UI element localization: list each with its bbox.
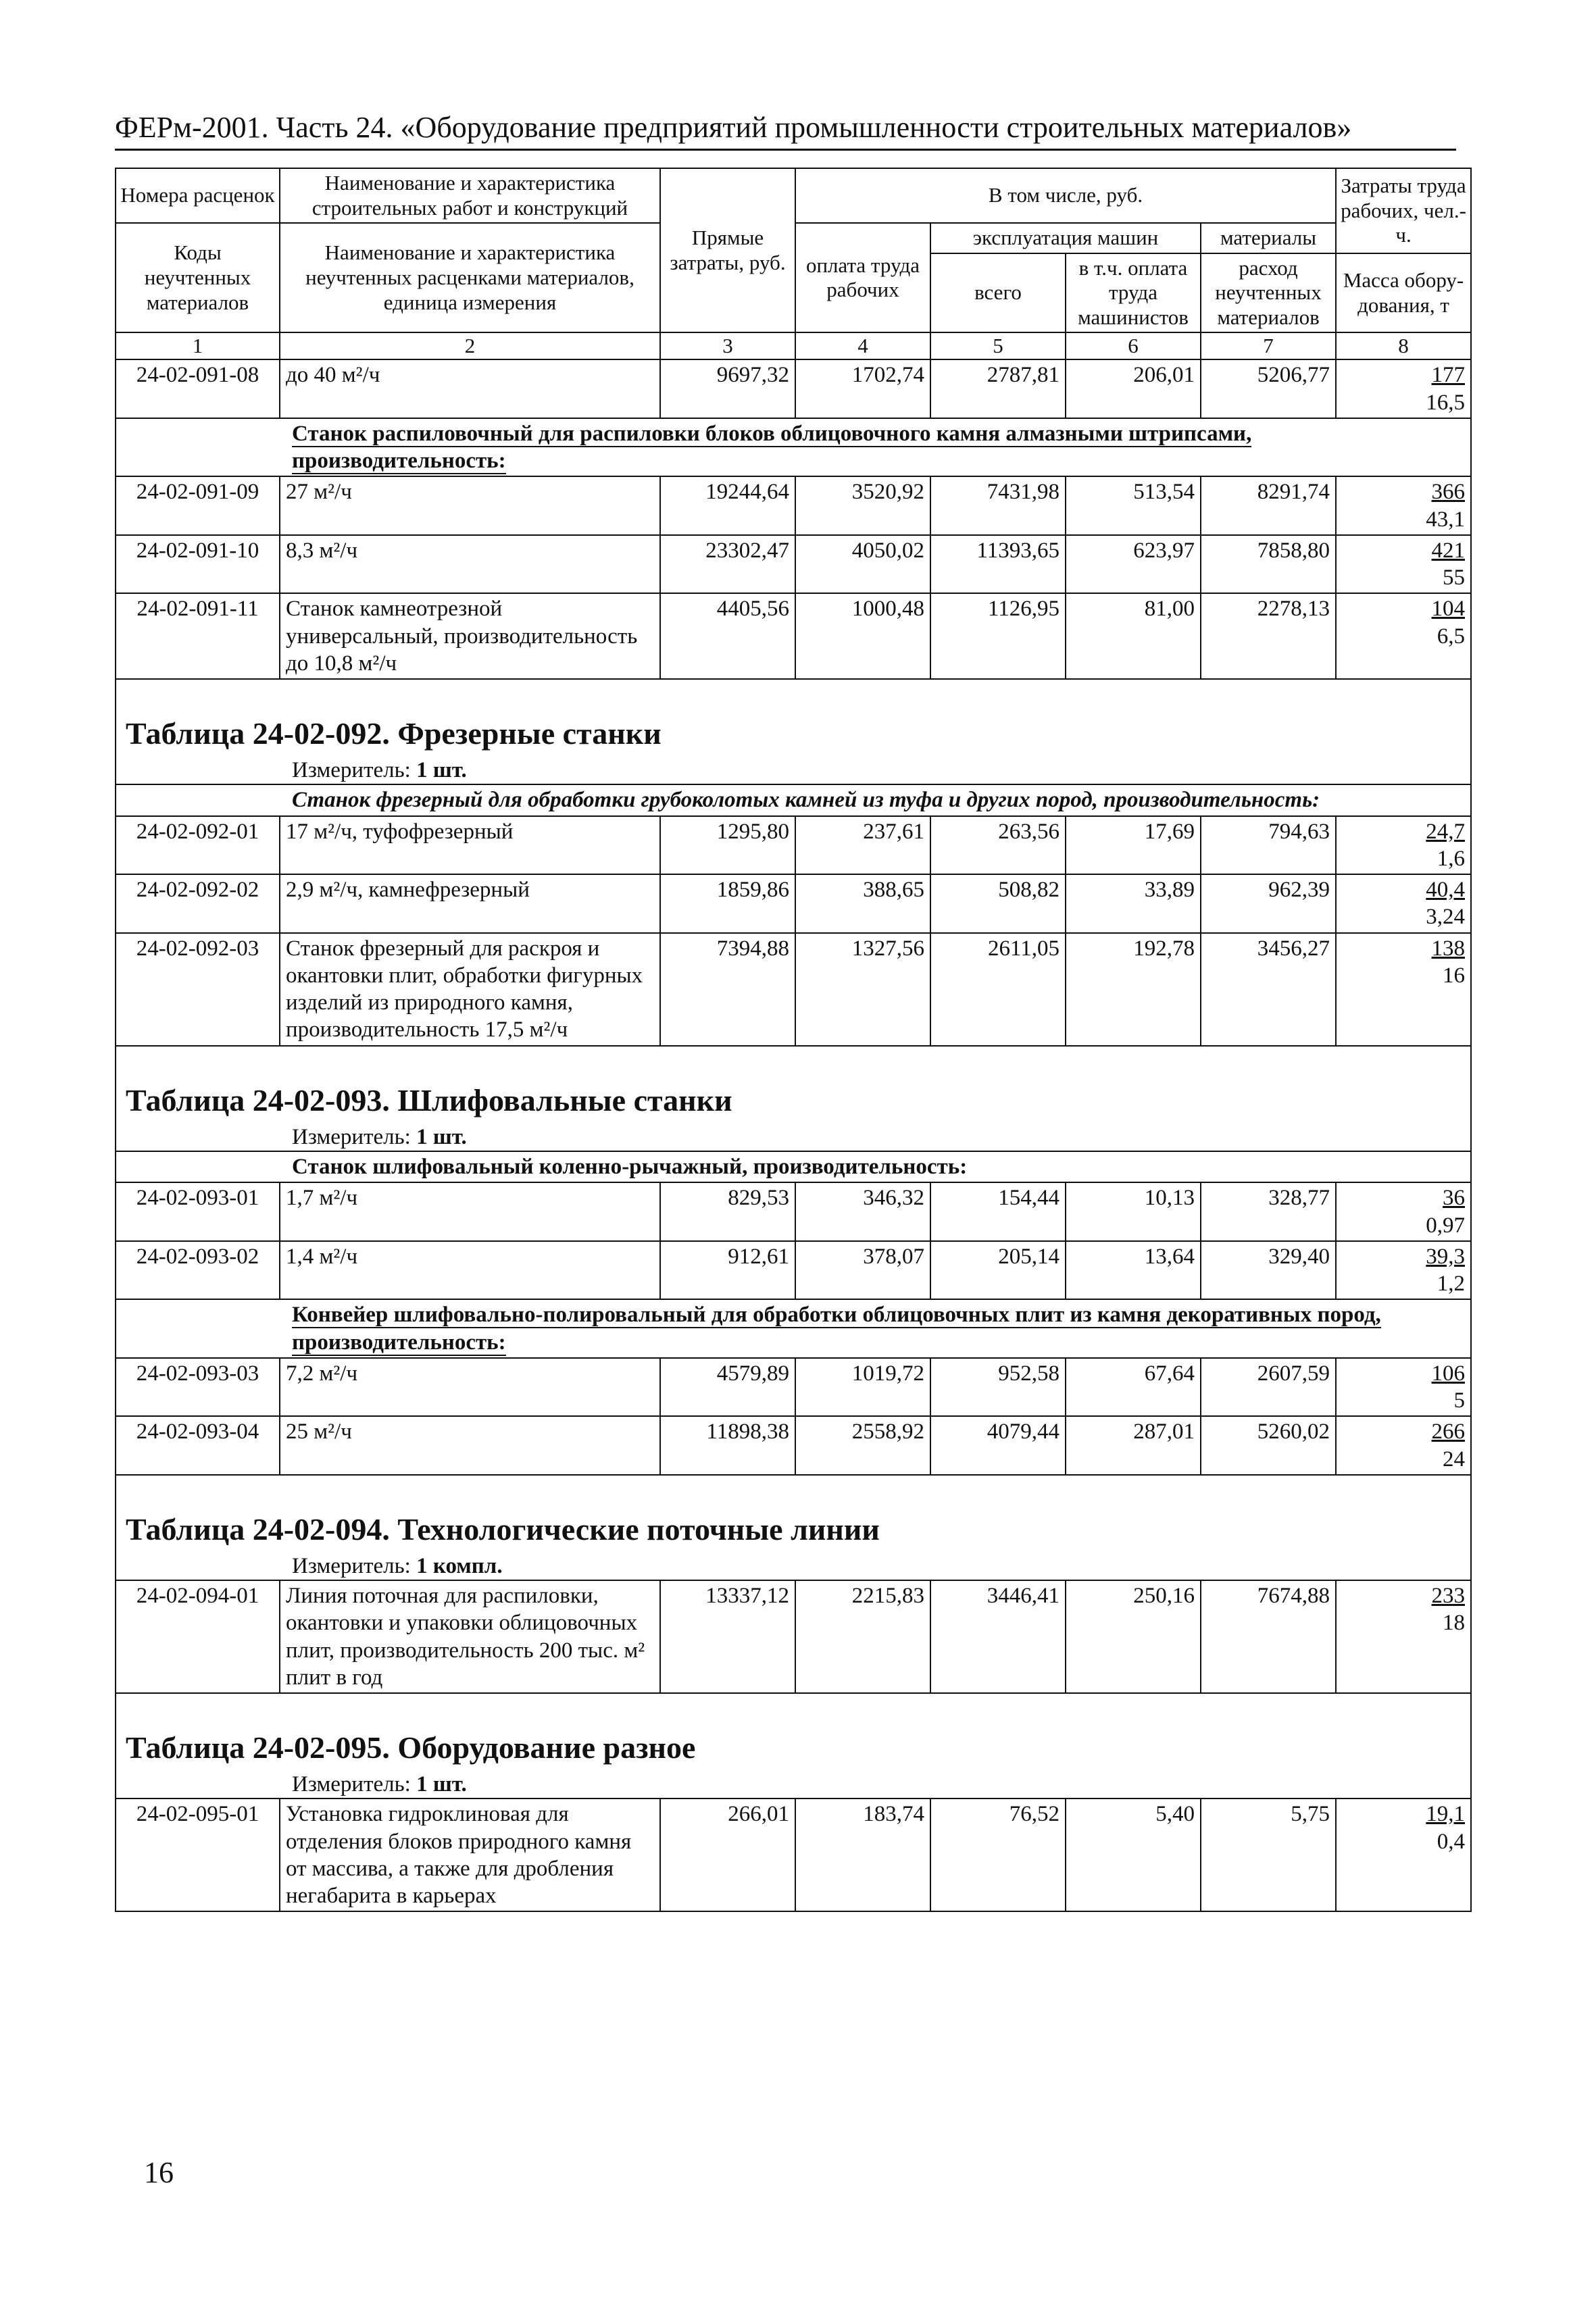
unit-row <box>116 1551 1471 1580</box>
table-row <box>116 933 1471 1046</box>
table-row <box>116 593 1471 679</box>
group-heading: Конвейер шлифовально-полировальный для обработки облицовочных плит из камня декоративных пород, производительность: <box>292 1303 1381 1355</box>
equipment-mass: 0,97 <box>1426 1213 1466 1238</box>
table-row <box>116 1580 1471 1693</box>
col-header-6: в т.ч. оплата труда машинистов <box>1066 253 1201 333</box>
table-row <box>116 1182 1471 1241</box>
rates-table <box>115 168 1472 1912</box>
equipment-mass: 0,4 <box>1437 1829 1466 1854</box>
col-header-materials: материалы <box>1201 223 1336 253</box>
table-row <box>116 359 1471 418</box>
direct-costs: 912,61 <box>660 1241 795 1300</box>
direct-costs: 19244,64 <box>660 476 795 535</box>
column-number: 5 <box>930 332 1066 359</box>
header-row-1 <box>116 168 1471 223</box>
col-header-3: Прямые затраты, руб. <box>660 168 795 332</box>
direct-costs: 1295,80 <box>660 816 795 875</box>
materials-costs: 5,75 <box>1201 1799 1336 1911</box>
rate-code: 24-02-091-08 <box>116 359 280 418</box>
direct-costs: 9697,32 <box>660 359 795 418</box>
table-gap <box>116 679 1471 705</box>
page-header: ФЕРм-2001. Часть 24. «Оборудование предприятий промышленности строительных материалов» <box>115 110 1456 151</box>
group-heading-row <box>116 1299 1471 1358</box>
table-gap <box>116 1475 1471 1501</box>
work-name: 7,2 м²/ч <box>280 1358 660 1417</box>
machine-costs: 1126,95 <box>930 593 1066 679</box>
operator-wages: 287,01 <box>1066 1416 1201 1475</box>
materials-costs: 5206,77 <box>1201 359 1336 418</box>
unit-row <box>116 1769 1471 1799</box>
labor-mass-cell <box>1336 1580 1471 1693</box>
labor-costs: 39,3 <box>1426 1244 1466 1269</box>
column-number: 1 <box>116 332 280 359</box>
table-title: Таблица 24-02-093. Шлифовальные станки <box>116 1072 1471 1122</box>
rate-code: 24-02-094-01 <box>116 1580 280 1693</box>
col-header-2-top: Наименование и характеристика строительных работ и конструкций <box>280 168 660 223</box>
table-title: Таблица 24-02-094. Технологические поточные линии <box>116 1501 1471 1551</box>
worker-wages: 3520,92 <box>795 476 930 535</box>
labor-mass-cell <box>1336 816 1471 875</box>
machine-costs: 7431,98 <box>930 476 1066 535</box>
labor-costs: 266 <box>1431 1419 1466 1444</box>
group-heading: Станок шлифовальный коленно-рычажный, производительность: <box>292 1155 968 1179</box>
rate-code: 24-02-091-11 <box>116 593 280 679</box>
operator-wages: 623,97 <box>1066 535 1201 594</box>
work-name: 2,9 м²/ч, камнефрезерный <box>280 874 660 933</box>
rate-code: 24-02-093-02 <box>116 1241 280 1300</box>
unit-label: Измеритель: <box>292 758 411 783</box>
materials-costs: 8291,74 <box>1201 476 1336 535</box>
operator-wages: 13,64 <box>1066 1241 1201 1300</box>
direct-costs: 23302,47 <box>660 535 795 594</box>
group-heading-row <box>116 1151 1471 1182</box>
equipment-mass: 43,1 <box>1426 507 1466 532</box>
labor-costs: 421 <box>1431 538 1466 563</box>
table-title: Таблица 24-02-092. Фрезерные станки <box>116 705 1471 755</box>
col-header-5: всего <box>930 253 1066 333</box>
table-title: Таблица 24-02-095. Оборудование разное <box>116 1719 1471 1769</box>
column-number: 7 <box>1201 332 1336 359</box>
labor-mass-cell <box>1336 359 1471 418</box>
machine-costs: 508,82 <box>930 874 1066 933</box>
rate-code: 24-02-093-03 <box>116 1358 280 1417</box>
work-name: 17 м²/ч, туфофрезерный <box>280 816 660 875</box>
materials-costs: 962,39 <box>1201 874 1336 933</box>
work-name: до 40 м²/ч <box>280 359 660 418</box>
table-row <box>116 476 1471 535</box>
worker-wages: 346,32 <box>795 1182 930 1241</box>
group-heading-row <box>116 784 1471 815</box>
equipment-mass: 6,5 <box>1437 624 1466 649</box>
table-row <box>116 816 1471 875</box>
machine-costs: 205,14 <box>930 1241 1066 1300</box>
table-title-row <box>116 1072 1471 1122</box>
equipment-mass: 18 <box>1443 1611 1466 1636</box>
rate-code: 24-02-092-01 <box>116 816 280 875</box>
operator-wages: 67,64 <box>1066 1358 1201 1417</box>
labor-mass-cell <box>1336 1182 1471 1241</box>
labor-mass-cell <box>1336 1416 1471 1475</box>
column-number: 8 <box>1336 332 1471 359</box>
work-name: Линия поточная для распиловки, окантовки и упаковки облицовочных плит, производительность 200 тыс. м² плит в год <box>280 1580 660 1693</box>
column-number: 2 <box>280 332 660 359</box>
table-row <box>116 535 1471 594</box>
equipment-mass: 24 <box>1443 1447 1466 1472</box>
worker-wages: 2558,92 <box>795 1416 930 1475</box>
direct-costs: 1859,86 <box>660 874 795 933</box>
col-header-8-bottom: Масса обору-дования, т <box>1336 253 1471 333</box>
equipment-mass: 16,5 <box>1426 390 1466 415</box>
table-row <box>116 1358 1471 1417</box>
materials-costs: 328,77 <box>1201 1182 1336 1241</box>
col-header-4: оплата труда рабочих <box>795 223 930 332</box>
direct-costs: 266,01 <box>660 1799 795 1911</box>
materials-costs: 7858,80 <box>1201 535 1336 594</box>
rate-code: 24-02-091-09 <box>116 476 280 535</box>
operator-wages: 206,01 <box>1066 359 1201 418</box>
rate-code: 24-02-092-03 <box>116 933 280 1046</box>
direct-costs: 13337,12 <box>660 1580 795 1693</box>
labor-costs: 233 <box>1431 1584 1466 1609</box>
labor-costs: 104 <box>1431 597 1466 622</box>
machine-costs: 76,52 <box>930 1799 1066 1911</box>
work-name: Станок камнеотрезной универсальный, производительность до 10,8 м²/ч <box>280 593 660 679</box>
materials-costs: 7674,88 <box>1201 1580 1336 1693</box>
labor-mass-cell <box>1336 874 1471 933</box>
work-name: 8,3 м²/ч <box>280 535 660 594</box>
rates-sheet <box>115 168 1470 1912</box>
worker-wages: 2215,83 <box>795 1580 930 1693</box>
direct-costs: 11898,38 <box>660 1416 795 1475</box>
unit-label: Измеритель: <box>292 1772 411 1797</box>
labor-costs: 366 <box>1431 480 1466 505</box>
labor-mass-cell <box>1336 476 1471 535</box>
operator-wages: 17,69 <box>1066 816 1201 875</box>
worker-wages: 378,07 <box>795 1241 930 1300</box>
worker-wages: 1000,48 <box>795 593 930 679</box>
labor-costs: 24,7 <box>1426 819 1466 844</box>
table-row <box>116 1799 1471 1911</box>
worker-wages: 388,65 <box>795 874 930 933</box>
materials-costs: 2607,59 <box>1201 1358 1336 1417</box>
col-header-2-bottom: Наименование и характеристика неучтенных расценками материалов, единица измерения <box>280 223 660 332</box>
machine-costs: 11393,65 <box>930 535 1066 594</box>
unit-value: 1 шт. <box>416 758 467 783</box>
labor-mass-cell <box>1336 535 1471 594</box>
machine-costs: 263,56 <box>930 816 1066 875</box>
operator-wages: 250,16 <box>1066 1580 1201 1693</box>
work-name: Станок фрезерный для раскроя и окантовки плит, обработки фигурных изделий из природного камня, производительность 17,5 м²/ч <box>280 933 660 1046</box>
column-number: 3 <box>660 332 795 359</box>
labor-mass-cell <box>1336 1358 1471 1417</box>
rate-code: 24-02-093-04 <box>116 1416 280 1475</box>
column-number: 4 <box>795 332 930 359</box>
column-number: 6 <box>1066 332 1201 359</box>
equipment-mass: 3,24 <box>1426 905 1466 930</box>
work-name: 27 м²/ч <box>280 476 660 535</box>
col-header-1-bottom: Коды неучтенных материалов <box>116 223 280 332</box>
unit-value: 1 шт. <box>416 1772 467 1797</box>
machine-costs: 952,58 <box>930 1358 1066 1417</box>
table-title-row <box>116 1501 1471 1551</box>
unit-label: Измеритель: <box>292 1553 411 1578</box>
labor-mass-cell <box>1336 593 1471 679</box>
materials-costs: 794,63 <box>1201 816 1336 875</box>
worker-wages: 4050,02 <box>795 535 930 594</box>
worker-wages: 1019,72 <box>795 1358 930 1417</box>
operator-wages: 81,00 <box>1066 593 1201 679</box>
work-name: Установка гидроклиновая для отделения блоков природного камня от массива, а также для дробления негабарита в карьерах <box>280 1799 660 1911</box>
labor-costs: 40,4 <box>1426 878 1466 903</box>
worker-wages: 1327,56 <box>795 933 930 1046</box>
col-header-included: В том числе, руб. <box>795 168 1336 223</box>
page-number: 16 <box>144 2156 174 2189</box>
table-gap <box>116 1046 1471 1072</box>
labor-costs: 106 <box>1431 1361 1466 1386</box>
equipment-mass: 1,2 <box>1437 1272 1466 1296</box>
machine-costs: 154,44 <box>930 1182 1066 1241</box>
worker-wages: 237,61 <box>795 816 930 875</box>
unit-value: 1 шт. <box>416 1124 467 1149</box>
labor-mass-cell <box>1336 1241 1471 1300</box>
rate-code: 24-02-092-02 <box>116 874 280 933</box>
group-heading-row <box>116 418 1471 477</box>
direct-costs: 4579,89 <box>660 1358 795 1417</box>
table-row <box>116 874 1471 933</box>
operator-wages: 10,13 <box>1066 1182 1201 1241</box>
labor-costs: 138 <box>1431 936 1466 961</box>
rate-code: 24-02-095-01 <box>116 1799 280 1911</box>
table-title-row <box>116 1719 1471 1769</box>
work-name: 1,7 м²/ч <box>280 1182 660 1241</box>
machine-costs: 3446,41 <box>930 1580 1066 1693</box>
table-gap <box>116 1693 1471 1719</box>
table-row <box>116 1416 1471 1475</box>
machine-costs: 2611,05 <box>930 933 1066 1046</box>
equipment-mass: 55 <box>1443 565 1466 590</box>
operator-wages: 5,40 <box>1066 1799 1201 1911</box>
materials-costs: 5260,02 <box>1201 1416 1336 1475</box>
unit-label: Измеритель: <box>292 1124 411 1149</box>
unit-row <box>116 1122 1471 1151</box>
table-row <box>116 1241 1471 1300</box>
direct-costs: 7394,88 <box>660 933 795 1046</box>
labor-costs: 36 <box>1443 1186 1466 1211</box>
labor-costs: 177 <box>1431 363 1466 388</box>
operator-wages: 513,54 <box>1066 476 1201 535</box>
group-heading: Станок фрезерный для обработки грубоколотых камней из туфа и других пород, производительность: <box>292 788 1320 813</box>
unit-value: 1 компл. <box>416 1553 503 1578</box>
rate-code: 24-02-091-10 <box>116 535 280 594</box>
labor-costs: 19,1 <box>1426 1802 1466 1827</box>
operator-wages: 192,78 <box>1066 933 1201 1046</box>
equipment-mass: 1,6 <box>1437 846 1466 871</box>
col-header-8-top: Затраты труда рабочих, чел.-ч. <box>1336 168 1471 253</box>
worker-wages: 183,74 <box>795 1799 930 1911</box>
work-name: 25 м²/ч <box>280 1416 660 1475</box>
group-heading: Станок распиловочный для распиловки блоков облицовочного камня алмазными штрипсами, производительность: <box>292 421 1252 474</box>
labor-mass-cell <box>1336 933 1471 1046</box>
col-header-1-top: Номера расценок <box>116 168 280 223</box>
rate-code: 24-02-093-01 <box>116 1182 280 1241</box>
materials-costs: 329,40 <box>1201 1241 1336 1300</box>
table-title-row <box>116 705 1471 755</box>
worker-wages: 1702,74 <box>795 359 930 418</box>
col-header-machines: эксплуатация машин <box>930 223 1201 253</box>
equipment-mass: 16 <box>1443 963 1466 988</box>
materials-costs: 2278,13 <box>1201 593 1336 679</box>
col-header-7: расход неучтенных материалов <box>1201 253 1336 333</box>
unit-row <box>116 755 1471 784</box>
work-name: 1,4 м²/ч <box>280 1241 660 1300</box>
operator-wages: 33,89 <box>1066 874 1201 933</box>
column-numbers-row <box>116 332 1471 359</box>
machine-costs: 4079,44 <box>930 1416 1066 1475</box>
equipment-mass: 5 <box>1453 1388 1466 1413</box>
materials-costs: 3456,27 <box>1201 933 1336 1046</box>
direct-costs: 829,53 <box>660 1182 795 1241</box>
labor-mass-cell <box>1336 1799 1471 1911</box>
direct-costs: 4405,56 <box>660 593 795 679</box>
machine-costs: 2787,81 <box>930 359 1066 418</box>
